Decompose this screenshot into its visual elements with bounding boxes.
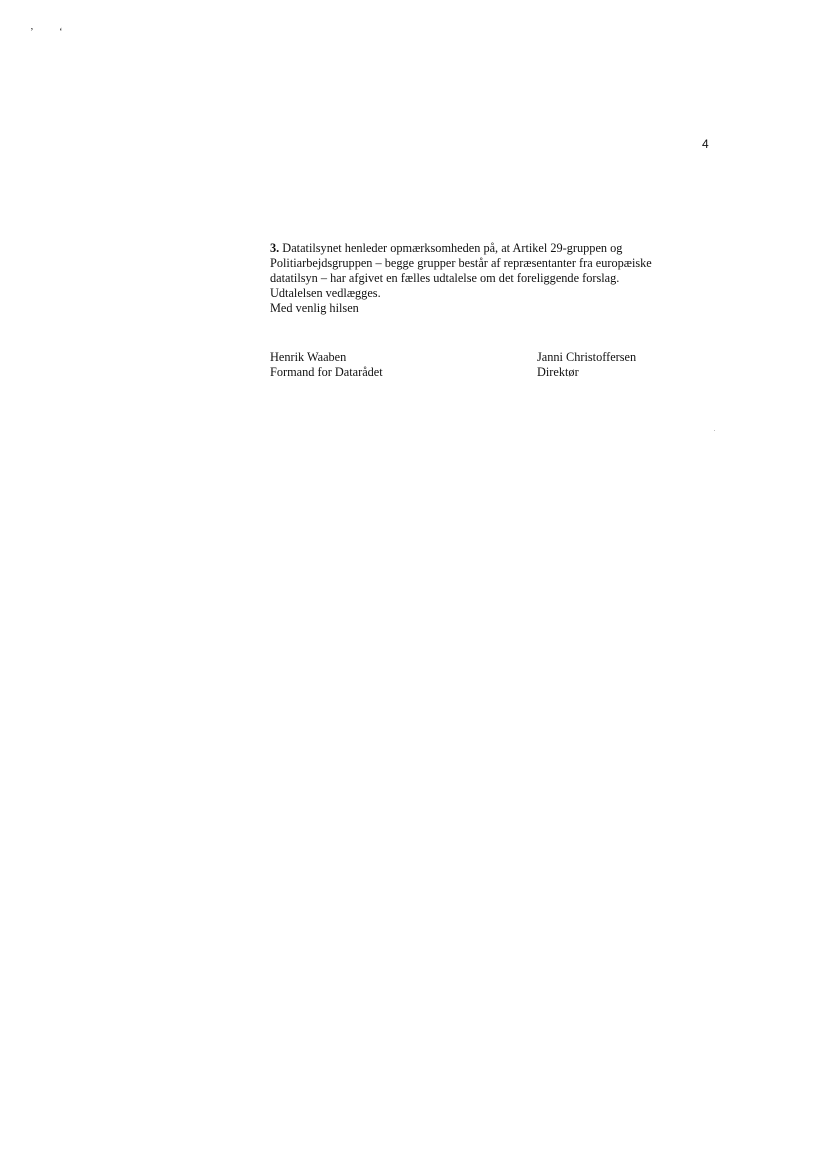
scan-mark: ʻ bbox=[59, 26, 63, 38]
signatory-right bbox=[537, 350, 636, 380]
signature-block bbox=[270, 350, 722, 384]
paragraph-line: Udtalelsen vedlægges. bbox=[270, 286, 381, 300]
paragraph-line bbox=[270, 241, 722, 256]
page-number: 4 bbox=[702, 137, 709, 151]
closing-greeting: Med venlig hilsen bbox=[270, 301, 359, 315]
paragraph-line: Politiarbejdsgruppen – begge grupper består af repræsentanter fra europæiske bbox=[270, 256, 652, 270]
paragraph-3 bbox=[270, 241, 722, 316]
paragraph-line: datatilsyn – har afgivet en fælles udtalelse om det foreliggende forslag. bbox=[270, 271, 620, 285]
scan-speck bbox=[714, 430, 715, 431]
signatory-name: Janni Christoffersen bbox=[537, 350, 637, 364]
signatory-left bbox=[270, 350, 383, 380]
signatory-title: Formand for Datarådet bbox=[270, 365, 383, 379]
scan-mark: ʼ bbox=[30, 26, 34, 38]
paragraph-number: 3. bbox=[270, 241, 280, 255]
signatory-title: Direktør bbox=[537, 365, 579, 379]
paragraph-text: Datatilsynet henleder opmærksomheden på, at Artikel 29-gruppen og bbox=[279, 241, 623, 255]
signatory-name: Henrik Waaben bbox=[270, 350, 347, 364]
